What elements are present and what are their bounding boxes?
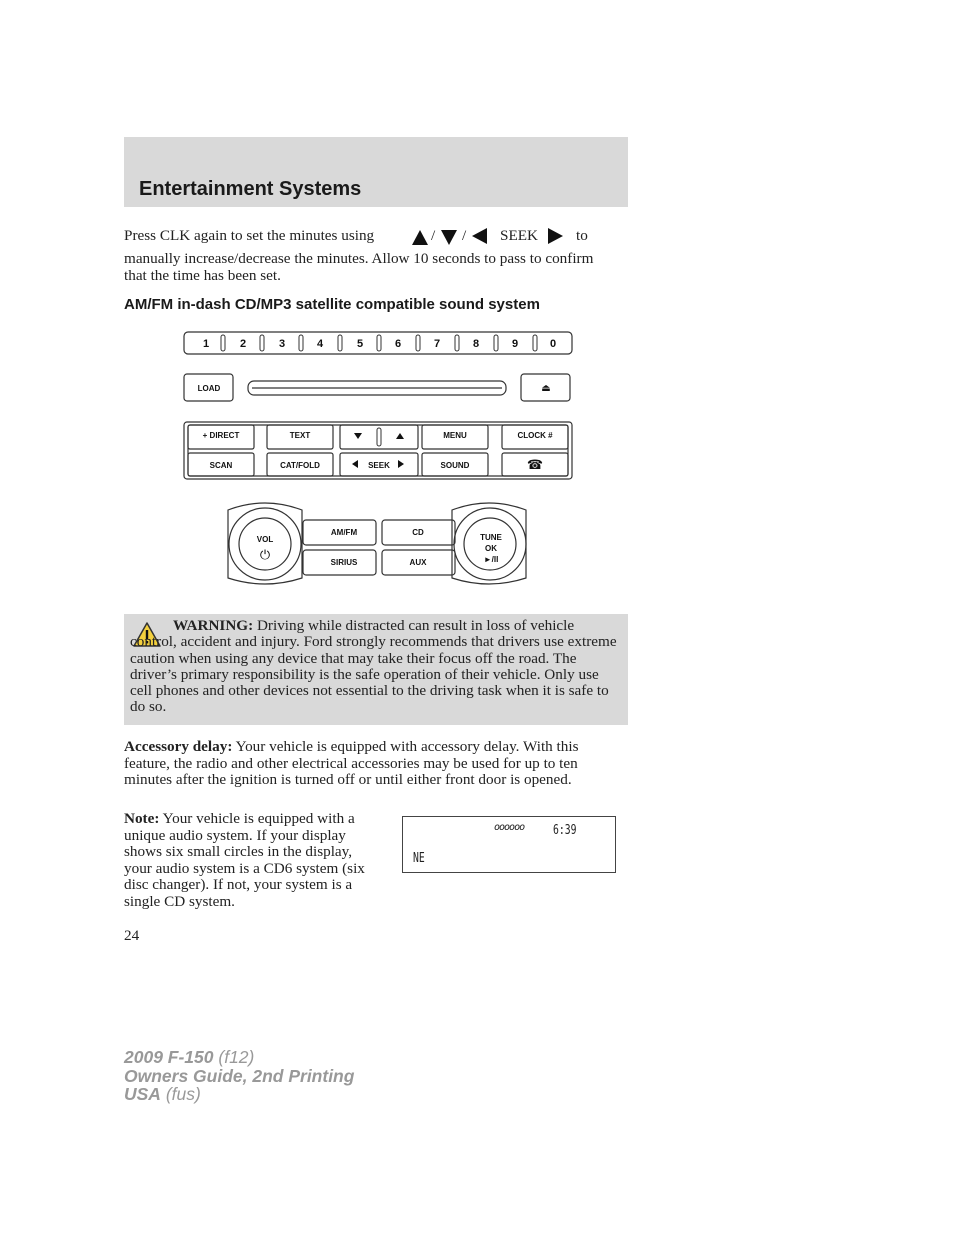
ok-knob-label: OK xyxy=(485,544,497,553)
intro-slash-1: / xyxy=(431,227,436,244)
page-number: 24 xyxy=(124,927,140,944)
intro-prefix: Press CLK again to set the minutes using xyxy=(124,227,375,244)
tune-knob-label: TUNE xyxy=(480,533,502,542)
up-arrow-icon xyxy=(396,433,404,439)
vol-knob-label: VOL xyxy=(256,535,274,544)
left-arrow-icon xyxy=(472,228,487,244)
load-button-label: LOAD xyxy=(197,384,221,393)
cd-button-label: CD xyxy=(412,528,424,537)
menu-button-label: MENU xyxy=(443,431,467,440)
direct-button-label: + DIRECT xyxy=(202,431,240,440)
eject-icon: ⏏ xyxy=(541,383,551,394)
phone-icon: ☎ xyxy=(526,457,544,472)
radio-display-diagram xyxy=(402,816,616,873)
down-arrow-icon xyxy=(354,433,362,439)
accessory-delay-paragraph xyxy=(124,739,614,789)
preset-1: 1 xyxy=(202,338,210,350)
preset-3: 3 xyxy=(278,338,286,350)
warning-box xyxy=(124,614,628,725)
clock-button-label: CLOCK # xyxy=(517,431,553,440)
catfold-button-label: CAT/FOLD xyxy=(280,461,320,470)
warning-label: WARNING: xyxy=(173,617,254,634)
warning-text xyxy=(130,618,622,716)
right-arrow-icon xyxy=(548,228,563,244)
footer-model: 2009 F-150 xyxy=(124,1047,214,1067)
intro-paragraph: manually increase/decrease the minutes. Allow 10 seconds to pass to confirm that the time has been set. xyxy=(124,250,594,284)
preset-5: 5 xyxy=(356,338,364,350)
seek-left-icon xyxy=(352,460,358,468)
intro-slash-2: / xyxy=(462,227,467,244)
sound-button-label: SOUND xyxy=(440,461,470,470)
down-arrow-icon xyxy=(441,230,457,245)
section-title: Entertainment Systems xyxy=(139,178,362,200)
footer-guide: Owners Guide, 2nd Printing xyxy=(124,1065,355,1086)
text-button-label: TEXT xyxy=(289,431,311,440)
note-label: Note: xyxy=(124,810,160,827)
sirius-button-label: SIRIUS xyxy=(330,558,358,567)
accessory-delay-body: Your vehicle is equipped with accessory delay. With this feature, the radio and other electrical accessories may be used for up to ten minutes after the ignition is turned off or until either front door is opened. xyxy=(124,738,579,788)
disc-circles: oooooo xyxy=(494,822,525,833)
up-arrow-icon xyxy=(412,230,428,245)
aux-button-label: AUX xyxy=(409,558,427,567)
section-header xyxy=(124,137,628,207)
intro-seek: SEEK xyxy=(500,227,538,244)
scan-button-label: SCAN xyxy=(209,461,233,470)
preset-6: 6 xyxy=(394,338,402,350)
preset-8: 8 xyxy=(472,338,480,350)
preset-4: 4 xyxy=(316,338,324,350)
seek-button-label: SEEK xyxy=(368,461,390,470)
preset-0: 0 xyxy=(549,338,557,350)
note-body: Your vehicle is equipped with a unique audio system. If your display shows six small circles in the display, your audio system is a CD6 system (six disc changer). If not, your system is a single CD system. xyxy=(124,810,365,910)
display-code: NE xyxy=(413,851,425,866)
radio-faceplate-diagram xyxy=(180,328,580,608)
amfm-button-label: AM/FM xyxy=(330,528,358,537)
accessory-delay-label: Accessory delay: xyxy=(124,738,233,755)
play-pause-label: ►/II xyxy=(483,555,499,564)
preset-7: 7 xyxy=(433,338,441,350)
footer-market-code: (fus) xyxy=(160,1084,201,1104)
preset-2: 2 xyxy=(239,338,247,350)
display-time: 6:39 xyxy=(553,823,577,838)
warning-body: Driving while distracted can result in loss of vehicle control, accident and injury. Ford strongly recommends that drivers use extreme caution when using any device that may take their focus off the road. The driver’s primary responsibility is the safe operation of their vehicle. Only use cell phones and other devices not essential to the driving task when it is safe to do so. xyxy=(130,617,617,716)
power-icon: ⏻ xyxy=(259,547,271,562)
seek-right-icon xyxy=(398,460,404,468)
footer-market: USA xyxy=(124,1084,161,1104)
footer xyxy=(124,1048,354,1104)
note-paragraph xyxy=(124,811,379,910)
preset-9: 9 xyxy=(511,338,519,350)
footer-model-code: (f12) xyxy=(213,1047,255,1067)
intro-to: to xyxy=(576,227,588,244)
subheading: AM/FM in-dash CD/MP3 satellite compatible sound system xyxy=(124,296,540,313)
